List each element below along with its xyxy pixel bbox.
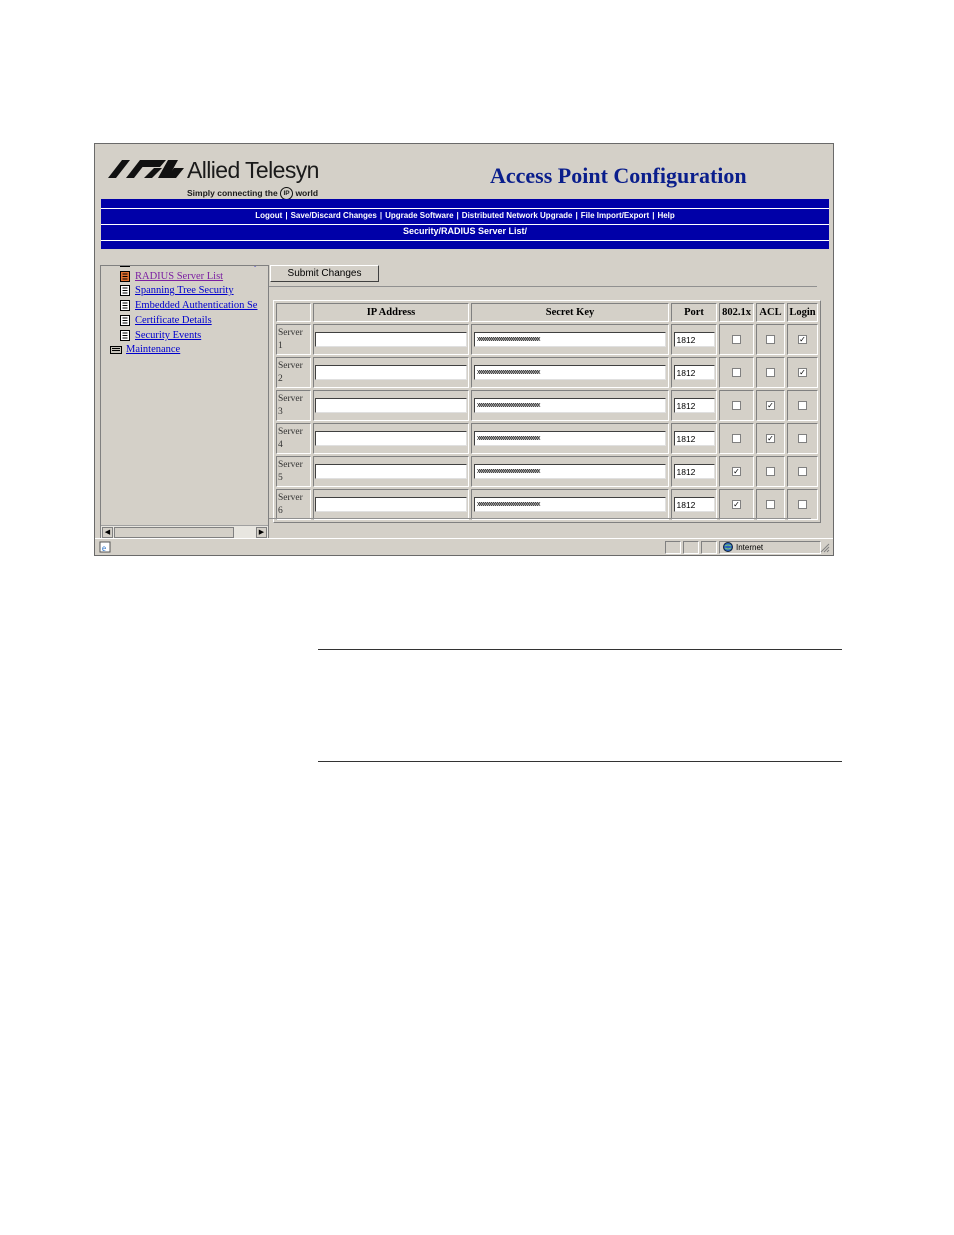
- acl-checkbox[interactable]: [766, 434, 775, 443]
- ip-address-cell: [313, 357, 469, 388]
- login-checkbox[interactable]: [798, 335, 807, 344]
- page-icon: [119, 330, 131, 341]
- svg-text:e: e: [102, 543, 106, 553]
- dot1x-cell: [719, 357, 754, 388]
- navigation-tree: [100, 265, 269, 541]
- acl-checkbox[interactable]: [766, 500, 775, 509]
- ip-address-cell: [313, 423, 469, 454]
- ip-address-input[interactable]: [315, 464, 467, 479]
- port-input[interactable]: [674, 332, 715, 347]
- nav-divider: [101, 240, 829, 241]
- status-bar: [95, 538, 833, 555]
- tree-item-security-events[interactable]: [119, 330, 201, 341]
- port-cell: [671, 423, 717, 454]
- table-header-row: [276, 303, 818, 322]
- acl-cell: [756, 456, 785, 487]
- port-input[interactable]: [674, 365, 715, 380]
- page-title: Access Point Configuration: [490, 163, 747, 188]
- secret-key-cell: [471, 456, 669, 487]
- ie-page-icon: [99, 541, 111, 553]
- radius-server-table: [273, 300, 821, 523]
- tree-item-label[interactable]: Maintenance: [126, 344, 181, 355]
- breadcrumb: Security/RADIUS Server List/: [402, 226, 528, 236]
- nav-logout-link[interactable]: Logout: [255, 211, 283, 220]
- login-cell: [787, 489, 818, 520]
- table-row: [276, 423, 818, 454]
- page-header: [100, 149, 828, 201]
- page-icon: [119, 265, 131, 267]
- dot1x-checkbox[interactable]: [732, 500, 741, 509]
- login-cell: [787, 357, 818, 388]
- scroll-thumb[interactable]: [114, 527, 234, 538]
- port-cell: [671, 390, 717, 421]
- tree-item-label[interactable]: RADIUS Server List: [135, 271, 224, 282]
- acl-cell: [756, 489, 785, 520]
- acl-checkbox[interactable]: [766, 335, 775, 344]
- port-input[interactable]: [674, 431, 715, 446]
- server-label: Server: [278, 492, 303, 503]
- allied-telesyn-logo-mark-icon: [108, 158, 186, 180]
- checkmark-icon: ✓: [767, 401, 774, 410]
- tree-item-label[interactable]: Security Events: [135, 330, 202, 341]
- page-selected-icon: [119, 271, 131, 282]
- nav-save-discard-link[interactable]: Save/Discard Changes: [290, 211, 377, 220]
- column-header-port: Port: [671, 303, 717, 322]
- login-cell: [787, 324, 818, 355]
- dot1x-checkbox[interactable]: [732, 467, 741, 476]
- content-frame: [269, 265, 829, 541]
- secret-key-input[interactable]: [474, 497, 666, 512]
- ip-address-cell: [313, 489, 469, 520]
- server-number: 4: [278, 439, 283, 450]
- table-row: [276, 456, 818, 487]
- dot1x-cell: [719, 324, 754, 355]
- checkmark-icon: ✓: [733, 500, 740, 509]
- server-label-cell: [276, 489, 311, 520]
- dot1x-checkbox[interactable]: [732, 368, 741, 377]
- login-cell: [787, 456, 818, 487]
- globe-icon: [723, 542, 733, 552]
- status-zone-cell: [719, 541, 821, 554]
- server-label: Server: [278, 360, 303, 371]
- document-rule-top: [318, 649, 842, 650]
- nav-divider: [101, 208, 829, 209]
- acl-cell: [756, 357, 785, 388]
- dot1x-cell: [719, 423, 754, 454]
- nav-separator: |: [652, 211, 655, 220]
- content-divider: [269, 286, 817, 287]
- nav-separator: |: [456, 211, 459, 220]
- dot1x-cell: [719, 390, 754, 421]
- table-row: [276, 489, 818, 520]
- column-header-8021x: 802.1x: [719, 303, 754, 322]
- checkmark-icon: ✓: [799, 368, 806, 377]
- page-icon: [119, 285, 131, 296]
- table-row: [276, 390, 818, 421]
- acl-checkbox[interactable]: [766, 368, 775, 377]
- brand-name: Allied Telesyn: [187, 157, 319, 183]
- port-cell: [671, 489, 717, 520]
- login-checkbox[interactable]: [798, 368, 807, 377]
- ip-address-input[interactable]: [315, 398, 467, 413]
- status-zone-label: Internet: [736, 543, 764, 552]
- secret-key-cell: [471, 423, 669, 454]
- ip-address-input[interactable]: [315, 431, 467, 446]
- server-number: 5: [278, 472, 283, 483]
- status-cell: [683, 541, 699, 554]
- port-cell: [671, 357, 717, 388]
- tree-item-label[interactable]: Spanning Tree Security: [135, 285, 234, 296]
- server-label: Server: [278, 327, 303, 338]
- column-header-server: [276, 303, 311, 322]
- tree-item-ieee-802-11b-radio-security[interactable]: [119, 265, 259, 267]
- nav-links: [101, 211, 829, 223]
- scroll-right-arrow-icon[interactable]: ▶: [256, 527, 267, 538]
- dot1x-checkbox[interactable]: [732, 434, 741, 443]
- server-number: 3: [278, 406, 283, 417]
- page-icon: [119, 300, 131, 311]
- port-cell: [671, 324, 717, 355]
- dot1x-checkbox[interactable]: [732, 335, 741, 344]
- server-label: Server: [278, 459, 303, 470]
- server-number: 2: [278, 373, 283, 384]
- secret-key-input[interactable]: [474, 365, 666, 380]
- login-cell: [787, 390, 818, 421]
- page-icon: [119, 315, 131, 326]
- secret-key-cell: [471, 357, 669, 388]
- server-label: Server: [278, 426, 303, 437]
- browser-window: [94, 143, 834, 556]
- ip-address-input[interactable]: [315, 365, 467, 380]
- tree-item-certificate-details[interactable]: [119, 315, 212, 326]
- dot1x-checkbox[interactable]: [732, 401, 741, 410]
- document-rule-bottom: [318, 761, 842, 762]
- column-header-ip-address: IP Address: [313, 303, 469, 322]
- table-row: [276, 357, 818, 388]
- column-header-login: Login: [787, 303, 818, 322]
- checkmark-icon: ✓: [733, 467, 740, 476]
- login-checkbox[interactable]: [798, 434, 807, 443]
- ip-address-cell: [313, 324, 469, 355]
- secret-key-input[interactable]: [474, 464, 666, 479]
- tree-item-embedded-authentication-se[interactable]: [119, 300, 257, 311]
- status-cell: [701, 541, 717, 554]
- checkmark-icon: ✓: [767, 434, 774, 443]
- nav-upgrade-software-link[interactable]: Upgrade Software: [385, 211, 454, 220]
- login-checkbox[interactable]: [798, 500, 807, 509]
- tree-item-label[interactable]: Certificate Details: [135, 315, 212, 326]
- resize-grip-icon[interactable]: [820, 543, 830, 553]
- acl-checkbox[interactable]: [766, 401, 775, 410]
- tree-item-maintenance[interactable]: [110, 344, 180, 355]
- secret-key-cell: [471, 489, 669, 520]
- acl-cell: [756, 423, 785, 454]
- nav-separator: |: [285, 211, 288, 220]
- folder-icon: [110, 344, 122, 355]
- top-navbar: [101, 199, 829, 249]
- tree-item-radius-server-list[interactable]: [119, 271, 223, 282]
- secret-key-cell: [471, 390, 669, 421]
- port-input[interactable]: [674, 398, 715, 413]
- status-cell: [665, 541, 681, 554]
- secret-key-cell: [471, 324, 669, 355]
- login-checkbox[interactable]: [798, 467, 807, 476]
- server-label-cell: [276, 390, 311, 421]
- ip-address-input[interactable]: [315, 332, 467, 347]
- server-label-cell: [276, 324, 311, 355]
- scroll-left-arrow-icon[interactable]: ◀: [102, 527, 113, 538]
- port-cell: [671, 456, 717, 487]
- server-label-cell: [276, 357, 311, 388]
- acl-cell: [756, 324, 785, 355]
- table-row: [276, 324, 818, 355]
- nav-separator: |: [575, 211, 578, 220]
- secret-key-input[interactable]: [474, 431, 666, 446]
- server-label: Server: [278, 393, 303, 404]
- dot1x-cell: [719, 489, 754, 520]
- ip-address-cell: [313, 456, 469, 487]
- tagline-end: world: [295, 187, 319, 198]
- login-checkbox[interactable]: [798, 401, 807, 410]
- nav-divider: [101, 224, 829, 225]
- acl-checkbox[interactable]: [766, 467, 775, 476]
- nav-file-import-export-link[interactable]: File Import/Export: [580, 211, 650, 220]
- server-label-cell: [276, 423, 311, 454]
- dot1x-cell: [719, 456, 754, 487]
- server-label-cell: [276, 456, 311, 487]
- ip-badge: IP: [280, 187, 293, 200]
- submit-changes-button[interactable]: Submit Changes: [270, 265, 379, 282]
- acl-cell: [756, 390, 785, 421]
- nav-distributed-upgrade-link[interactable]: Distributed Network Upgrade: [461, 211, 573, 220]
- nav-separator: |: [379, 211, 383, 220]
- server-number: 1: [278, 340, 283, 351]
- tagline-start: Simply connecting the: [187, 187, 278, 198]
- port-input[interactable]: [674, 497, 715, 512]
- secret-key-input[interactable]: [474, 332, 666, 347]
- ip-address-cell: [313, 390, 469, 421]
- column-header-acl: ACL: [756, 303, 785, 322]
- login-cell: [787, 423, 818, 454]
- tree-item-label[interactable]: [135, 265, 259, 267]
- server-number: 6: [278, 505, 283, 516]
- nav-help-link[interactable]: Help: [657, 211, 675, 220]
- allied-telesyn-logo: [108, 154, 323, 198]
- secret-key-input[interactable]: [474, 398, 666, 413]
- tree-item-spanning-tree-security[interactable]: [119, 285, 234, 296]
- ip-address-input[interactable]: [315, 497, 467, 512]
- checkmark-icon: ✓: [799, 335, 806, 344]
- column-header-secret-key: Secret Key: [471, 303, 669, 322]
- tree-item-label[interactable]: Embedded Authentication Se: [135, 300, 258, 311]
- content-bottom-divider: [269, 518, 811, 519]
- port-input[interactable]: [674, 464, 715, 479]
